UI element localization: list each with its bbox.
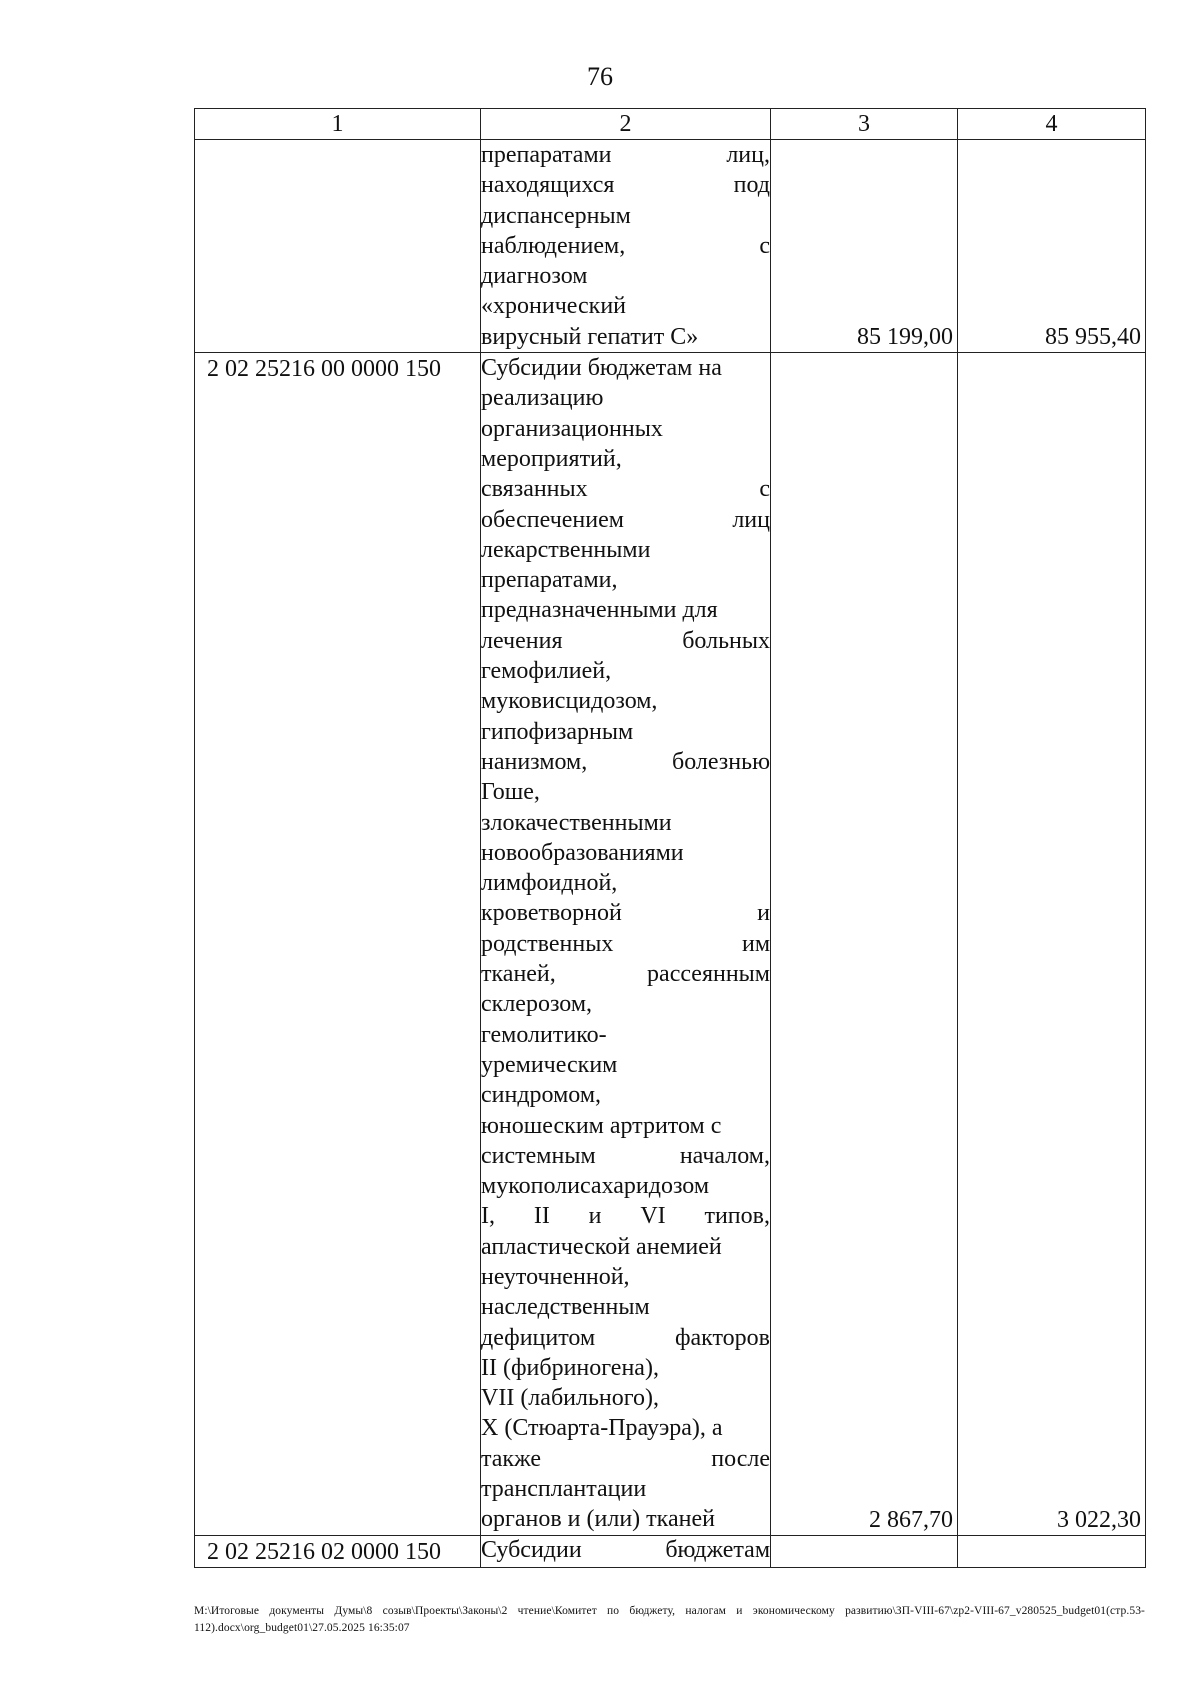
description-word: вирусный гепатит С» [481,323,699,350]
description-word: лиц, [726,142,770,168]
cell-code [195,353,481,1536]
description-word: предназначенными для [481,597,718,624]
table-header-row [195,109,1146,140]
description-word: «хронический [481,293,627,320]
description-line [481,170,770,200]
description-word: началом, [679,1142,770,1169]
description-word: факторов [674,1324,770,1351]
description-word: реализацию [481,385,604,412]
description-line [481,898,770,928]
description-word: гемофилией, [481,658,612,685]
description-word: больных [682,627,770,654]
description-line [481,747,770,777]
description-word: после [711,1445,770,1472]
description-line [481,1020,770,1050]
description-word: бюджетам [665,1536,770,1563]
description-word: диспансерным [481,202,631,229]
cell-description [481,353,771,1536]
description-word: лекарственными [481,536,651,563]
description-word: юношеским артритом с [481,1112,722,1139]
description-word: муковисцидозом, [481,688,658,715]
description-line [481,414,770,444]
description-word: VI [640,1203,666,1230]
description-line [481,868,770,898]
description-word: под [733,172,770,199]
description-line [481,505,770,535]
table-row [195,353,1146,1536]
description-line [481,959,770,989]
description-word: лимфоидной, [481,870,618,897]
cell-description [481,1535,771,1567]
cell-amount-col3: 85 199,00 [771,140,958,353]
page-number: 76 [587,62,613,91]
header-col-1: 1 [195,109,481,140]
description-word: синдромом, [481,1082,602,1109]
description-word: с [759,476,770,503]
description-line [481,201,770,231]
description-line [481,656,770,686]
header-col-3: 3 [771,109,958,140]
description-word: типов, [704,1203,770,1230]
description-word: также [481,1445,542,1472]
description-line [481,322,770,352]
description-word: препаратами [481,142,612,168]
budget-code [195,140,480,141]
header-col-4: 4 [958,109,1146,140]
file-path-footer: M:\Итоговые документы Думы\8 созыв\Проекты\Законы\2 чтение\Комитет по бюджету, налогам и экономическому развитию\ЗП-VIII-67\zp2-VIII-67_v280525_budget01(стр.53-112).docx\org_budget01\27.05.2025 16:35:07 [194,1605,1145,1634]
description-line [481,595,770,625]
description-word: им [741,930,770,957]
description-word: системным [481,1142,596,1169]
description-word: нанизмом, [481,748,588,775]
description-word: находящихся [481,172,615,199]
description-word: Субсидии бюджетам на [481,355,722,382]
description-word: мероприятий, [481,445,622,472]
description-line [481,929,770,959]
description-word: наблюдением, [481,232,626,259]
description-word: X (Стюарта-Прауэра), а [481,1415,723,1442]
description-word: трансплантации [481,1476,647,1503]
description-word: злокачественными [481,809,672,836]
description-word: кроветворной [481,900,622,927]
description-line [481,1292,770,1322]
description-line [481,1262,770,1292]
description-line [481,1353,770,1383]
description-line [481,1474,770,1504]
description-word: гемолитико- [481,1021,607,1048]
table-row [195,1535,1146,1567]
description-line [481,1111,770,1141]
description-word: и [588,1203,602,1230]
description-line [481,565,770,595]
description-word: родственных [481,930,614,957]
description-word: с [759,232,770,259]
description-word: Субсидии [481,1536,582,1563]
description-line [481,383,770,413]
description-line [481,1080,770,1110]
description-line [481,1201,770,1231]
description-word: наследственным [481,1294,650,1321]
description-word: лиц [732,506,770,533]
cell-amount-col3 [771,1535,958,1567]
description-line [481,1050,770,1080]
description-word: диагнозом [481,263,588,290]
description-line [481,1536,770,1564]
description-line [481,353,770,383]
table-row [195,140,1146,353]
budget-table [194,108,1146,1568]
description-word: болезнью [671,748,770,775]
description-line [481,808,770,838]
description-word: рассеянным [647,961,770,988]
description-line [481,717,770,747]
description-word: и [757,900,770,927]
description-line [481,261,770,291]
description-word: II (фибриногена), [481,1354,659,1381]
description-line [481,474,770,504]
description-word: апластической анемией [481,1233,722,1260]
budget-code: 2 02 25216 02 0000 150 [207,1538,441,1565]
description-line [481,1141,770,1171]
cell-description [481,140,771,353]
description-line [481,291,770,321]
description-word: VII (лабильного), [481,1385,659,1412]
description-word: неуточненной, [481,1263,630,1290]
description-word: новообразованиями [481,839,684,866]
description-word: I, [481,1203,495,1230]
cell-amount-col4: 85 955,40 [958,140,1146,353]
description-line [481,686,770,716]
description-word: препаратами, [481,567,618,594]
description-word: гипофизарным [481,718,634,745]
header-col-2: 2 [481,109,771,140]
description-word: мукополисахаридозом [481,1173,710,1200]
description-line [481,1232,770,1262]
cell-amount-col4: 3 022,30 [958,353,1146,1536]
description-line [481,1323,770,1353]
description-line [481,444,770,474]
description-line [481,777,770,807]
description-line [481,626,770,656]
description-word: организационных [481,415,663,442]
description-word: склерозом, [481,991,593,1018]
description-line [481,1383,770,1413]
description-word: дефицитом [481,1324,596,1351]
description-line [481,140,770,170]
description-line [481,1171,770,1201]
description-line [481,231,770,261]
description-line [481,535,770,565]
cell-code [195,1535,481,1567]
description-word: тканей, [481,961,556,988]
description-word: связанных [481,476,588,503]
description-line [481,838,770,868]
cell-code [195,140,481,353]
description-word: обеспечением [481,506,624,533]
description-word: II [533,1203,550,1230]
description-word: лечения [481,627,563,654]
description-line [481,989,770,1019]
description-line [481,1444,770,1474]
description-word: органов и (или) тканей [481,1506,715,1533]
cell-amount-col4 [958,1535,1146,1567]
description-word: Гоше, [481,779,540,806]
budget-code: 2 02 25216 00 0000 150 [207,356,441,383]
description-line [481,1504,770,1534]
description-line [481,1413,770,1443]
cell-amount-col3: 2 867,70 [771,353,958,1536]
description-word: уремическим [481,1051,618,1078]
